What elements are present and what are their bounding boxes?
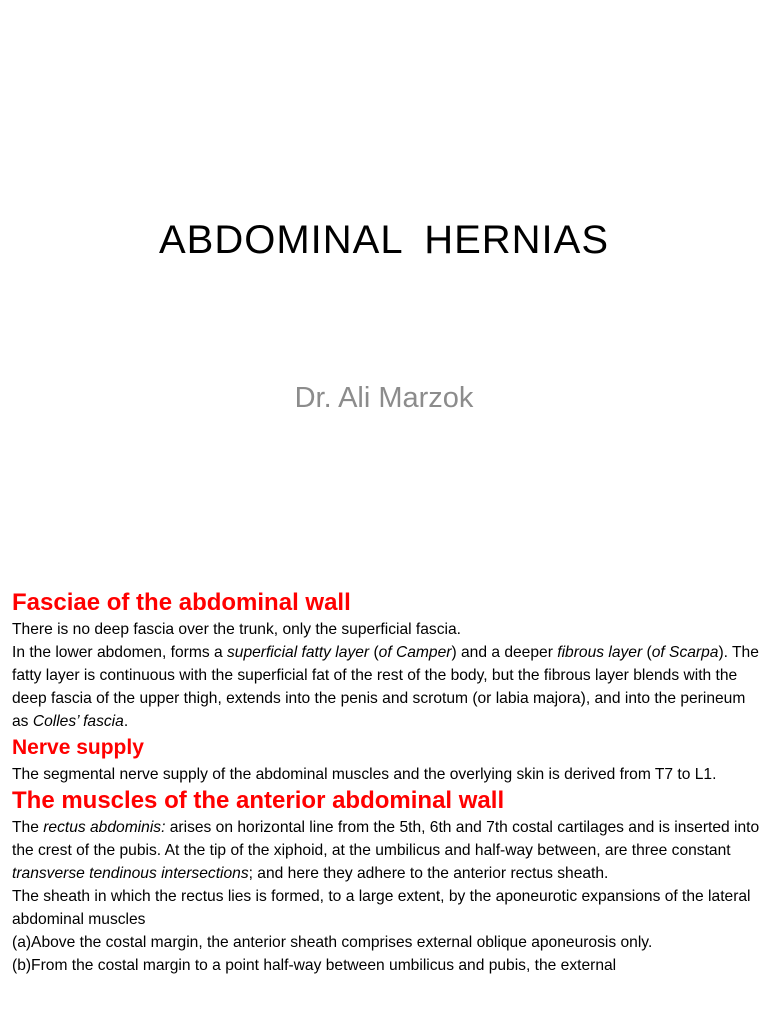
paragraph-muscles-4: (b)From the costal margin to a point half-way between umbilicus and pubis, the external bbox=[12, 957, 617, 974]
paragraph-fasciae-1: There is no deep fascia over the trunk, only the superficial fascia. bbox=[12, 621, 461, 638]
text-run: The bbox=[12, 819, 44, 836]
text-run: ) and a deeper bbox=[451, 644, 558, 661]
italic-term: of Scarpa bbox=[651, 644, 719, 661]
paragraph-fasciae-2 bbox=[12, 641, 762, 733]
slide-subtitle: Dr. Ali Marzok bbox=[294, 382, 474, 414]
text-run: arises on horizontal line from the 5th, 6th and 7th costal cartilages and is inserted into the crest of the pubis. At the tip of the xiphoid, at the umbilicus and half-way between, are three constant bbox=[12, 819, 760, 859]
paragraph-muscles-2: The sheath in which the rectus lies is formed, to a large extent, by the aponeurotic expansions of the lateral abdominal muscles bbox=[12, 888, 751, 928]
heading-nerve-supply: Nerve supply bbox=[12, 736, 144, 759]
slide-title: ABDOMINAL HERNIAS bbox=[158, 218, 610, 262]
text-run: ( bbox=[369, 644, 379, 661]
text-run: . bbox=[123, 713, 129, 730]
paragraph-nerve-1: The segmental nerve supply of the abdominal muscles and the overlying skin is derived from T7 to L1. bbox=[12, 766, 717, 783]
italic-term: rectus abdominis: bbox=[43, 819, 166, 836]
heading-muscles: The muscles of the anterior abdominal wall bbox=[12, 787, 505, 814]
italic-term: superficial fatty layer bbox=[226, 644, 370, 661]
text-run: ; and here they adhere to the anterior rectus sheath. bbox=[248, 865, 609, 882]
italic-term: transverse tendinous intersections bbox=[12, 865, 249, 882]
content-slide bbox=[0, 576, 768, 1024]
text-run: ( bbox=[642, 644, 652, 661]
text-run: ). The fatty layer is continuous with the superficial fat of the rest of the body, but the fibrous layer blends with the deep fascia of the upper thigh, extends into the penis and scrotum (or labia majora), and into the perineum as bbox=[12, 644, 759, 730]
paragraph-muscles-1 bbox=[12, 816, 762, 885]
slide-content bbox=[12, 588, 762, 977]
italic-term: fibrous layer bbox=[557, 644, 643, 661]
text-run: In the lower abdomen, forms a bbox=[12, 644, 227, 661]
italic-term: Colles’ fascia bbox=[32, 713, 124, 730]
heading-fasciae: Fasciae of the abdominal wall bbox=[12, 589, 351, 616]
italic-term: of Camper bbox=[378, 644, 452, 661]
paragraph-muscles-3: (a)Above the costal margin, the anterior sheath comprises external oblique aponeurosis only. bbox=[12, 934, 653, 951]
